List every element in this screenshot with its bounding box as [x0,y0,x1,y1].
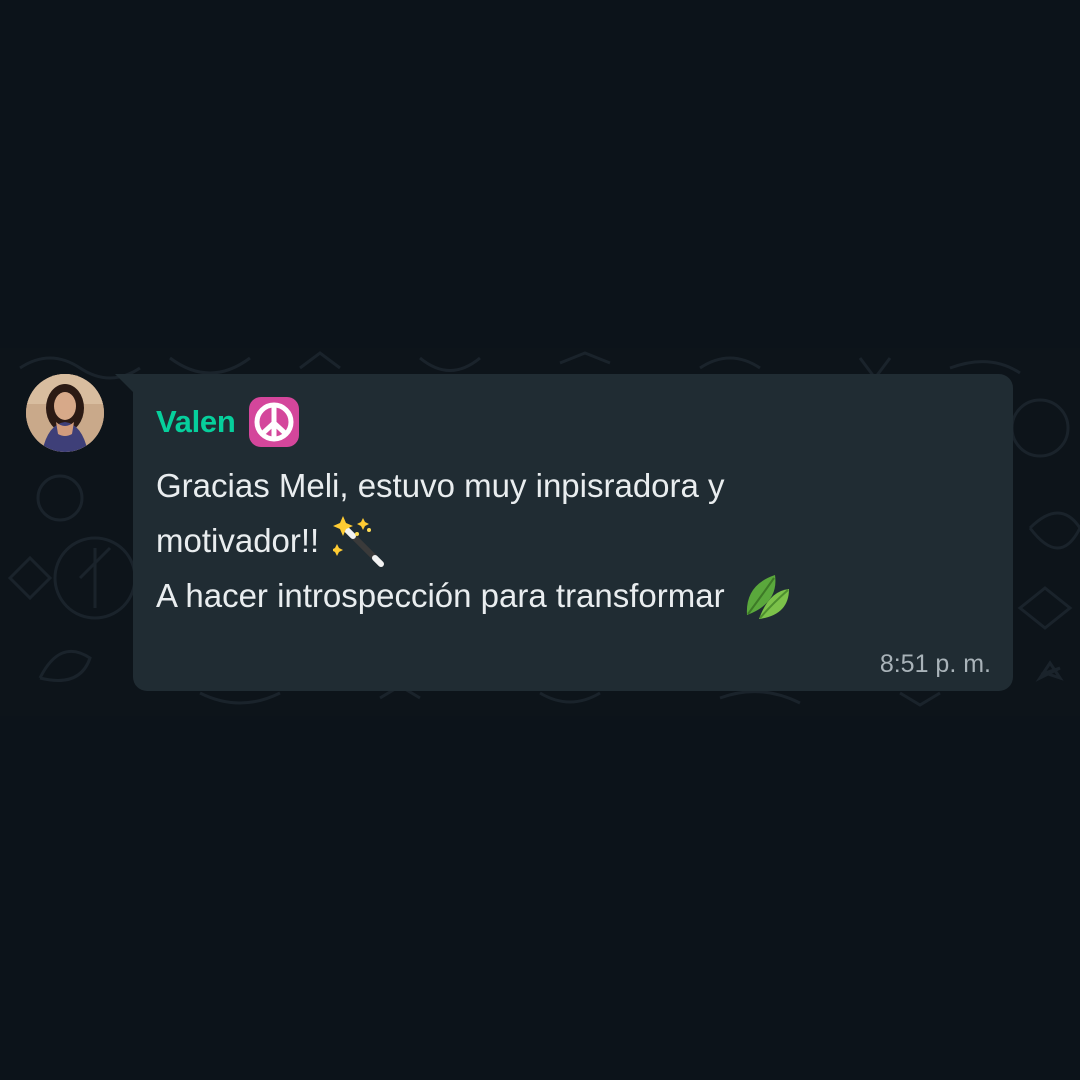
message-text [156,458,986,623]
message-line-text: Gracias Meli, estuvo muy inpisradora y [156,467,725,504]
bubble-tail [115,374,135,394]
message-line [156,458,986,513]
message-line-text: motivador!! [156,522,320,559]
sender-row [156,394,300,450]
message-line-text: A hacer introspección para transformar [156,577,725,614]
message-timestamp: 8:51 p. m. [879,650,991,678]
magic-wand-icon [333,514,387,568]
leafy-green-icon [739,569,793,623]
sender-name[interactable]: Valen [156,404,236,439]
peace-symbol-icon [248,396,300,448]
message-line [156,568,986,623]
sender-avatar[interactable] [26,374,104,452]
message-line [156,513,986,568]
message-bubble[interactable] [133,374,1013,691]
